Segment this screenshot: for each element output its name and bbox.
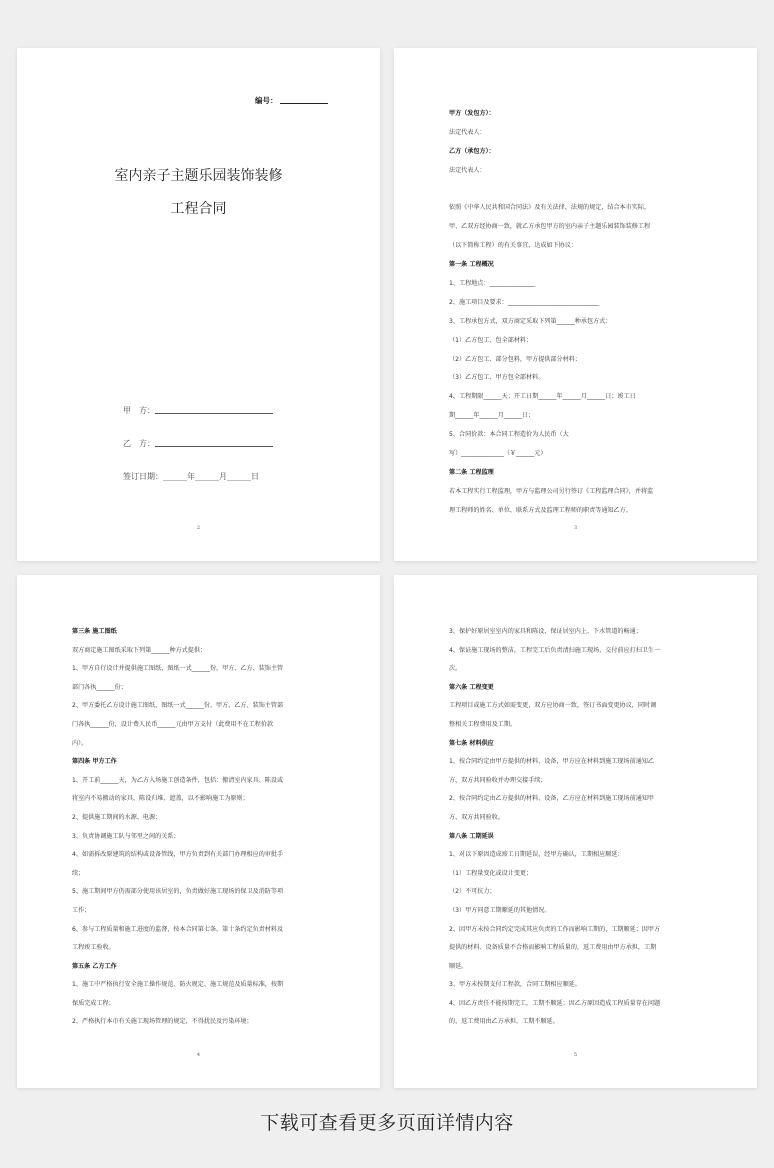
text-line: 1、开工前______天，为乙方入场施工创造条件，包括：搬清室内家具、陈设或 [72, 776, 284, 784]
text-line: 5、合同价款：本合同工程造价为人民币（大 [449, 431, 569, 439]
text-line: （1）工程量变化或设计变更； [449, 869, 533, 877]
section-heading: 第二条 工程监理 [449, 468, 494, 476]
text-line: 3、保护好原居室室内的家具和陈设，保证居室内上、下水管道的畅通； [449, 628, 642, 635]
page-3 [394, 48, 757, 561]
party-a-label: 甲 方： [123, 406, 155, 415]
text-line: 1、甲方自行设计并提供施工图纸，图纸一式______份，甲方、乙方、装饰主管 [72, 665, 284, 673]
section-heading: 第七条 材料供应 [449, 739, 494, 747]
text-line: 整相关工程费用及工期。 [449, 720, 517, 728]
contract-number-line [280, 96, 328, 104]
text-line: 内）。 [72, 739, 88, 747]
text-line: 顺延。 [449, 962, 468, 970]
text-line: 依照《中华人民共和国合同法》及有关法律、法规的规定，结合本市实际， [449, 204, 651, 212]
party-b-field [123, 438, 273, 449]
text-line: 期______年______月______日； [449, 412, 535, 420]
text-line: 理工程师的姓名、单位、联系方式及监理工程师的职责等通知乙方。 [449, 506, 632, 514]
contract-number [255, 95, 328, 106]
section-heading: 第一条 工程概况 [449, 261, 494, 269]
text-line: 2、甲方委托乙方设计施工图纸，图纸一式______份，甲方、乙方、装饰主管部 [72, 702, 284, 710]
section-heading: 第四条 甲方工作 [72, 758, 117, 766]
text-line: 方，双方共同验收并办理交接手续； [449, 776, 547, 784]
text-line: 双方商定施工图纸采取下列第______种方式提供： [72, 646, 207, 654]
text-line: 法定代表人： [449, 166, 486, 174]
text-line: 甲、乙双方经协商一致，就乙方承包甲方的室内亲子主题乐园装饰装修工程 [449, 223, 651, 231]
text-line: 6、参与工程质量和施工进度的监督，按本合同第七条、第十条约定负责材料及 [72, 925, 284, 933]
text-line: 方，双方共同验收。 [449, 813, 504, 821]
text-line: 2、施工项目及要求：______________________________ [449, 298, 600, 306]
section-heading: 乙方（承包方）： [449, 147, 495, 155]
text-line: （2）不可抗力； [449, 888, 496, 896]
page-cover [17, 48, 380, 561]
text-line: 1、施工中严格执行安全施工操作规范、防火规定、施工规范及质量标准，按期 [72, 981, 284, 989]
page-number: 5 [573, 1052, 578, 1058]
text-line: 2、提供施工期间的水源、电源； [72, 813, 162, 821]
cover-title-line2: 工程合同 [170, 201, 227, 217]
text-line: （2）乙方包工、部分包料，甲方提供部分材料； [449, 355, 581, 363]
page-number: 3 [573, 525, 578, 531]
text-line: （3）乙方包工、甲方包全部材料。 [449, 374, 545, 382]
text-line: 次。 [449, 665, 462, 673]
text-line: 3、甲方未按期支付工程款，合同工期相应顺延。 [449, 981, 581, 989]
page-number: 4 [196, 1052, 201, 1058]
page-4-body [72, 623, 328, 1032]
text-line: 1、对以下原因造成竣工日期延误，经甲方确认，工期相应顺延： [449, 851, 624, 859]
text-line: 的，返工费用由乙方承担，工期不顺延。 [449, 1018, 559, 1026]
text-line: 4、如需拆改原建筑的结构或设备管线，甲方负责到有关部门办理相应的审批手 [72, 851, 284, 859]
party-a-field [123, 405, 273, 416]
text-line: （1）乙方包工、包全部材料； [449, 336, 533, 344]
text-line: （3）甲方同意工期顺延的其他情况。 [449, 906, 551, 914]
section-heading: 甲方（发包方）： [449, 110, 495, 117]
sign-date: 签订日期：______年______月______日 [123, 472, 259, 481]
text-line: 2、因甲方未按合同约定完成其应负责的工作而影响工期的，工期顺延；因甲方 [449, 925, 661, 933]
text-line: 提供的材料、设备质量不合格而影响工程质量的，返工费用由甲方承担，工期 [449, 944, 657, 952]
download-caption: 下载可查看更多页面详情内容 [260, 1112, 514, 1134]
text-line: 法定代表人： [449, 128, 486, 136]
section-heading: 第三条 施工图纸 [72, 628, 117, 635]
section-heading: 第六条 工程变更 [449, 683, 494, 691]
text-line: 保质完成工程； [72, 999, 115, 1007]
text-line: 工作； [72, 906, 91, 914]
text-line: 3、工程承包方式，双方商定采取下列第______种承包方式： [449, 317, 612, 325]
text-line: （以下简称工程）的有关事宜，达成如下协议： [449, 242, 577, 250]
text-line: 将室内不易搬动的家具、陈设归堆、遮盖，以不影响施工为原则； [72, 795, 249, 803]
text-line: 1、按合同约定由甲方提供的材料、设备，甲方应在材料到施工现场前通知乙 [449, 758, 654, 766]
section-heading: 第八条 工期延误 [449, 832, 494, 840]
text-line: 工程竣工验收。 [72, 944, 115, 952]
party-a-line [155, 405, 273, 414]
text-line: 2、严格执行本市有关施工现场管理的规定，不得扰民及污染环境； [72, 1018, 253, 1026]
page-number: 2 [196, 525, 201, 531]
party-b-line [155, 438, 273, 447]
text-line: 2、按合同约定由乙方提供的材料、设备，乙方应在材料到施工现场前通知甲 [449, 795, 654, 803]
contract-number-label: 编号： [255, 96, 278, 105]
page-5 [394, 575, 757, 1088]
text-line: 门各执______份，设计费人民币______元由甲方支付（此费用不在工程价款 [72, 720, 274, 728]
page-4 [17, 575, 380, 1088]
section-heading: 第五条 乙方工作 [72, 962, 117, 970]
text-line [449, 181, 705, 200]
text-line: 4、保证施工现场的整洁，工程完工后负责清扫施工现场，交付前应打扫卫生一 [449, 646, 661, 654]
page-3-body [449, 105, 705, 521]
text-line: 1、工程地点：_______________ [449, 280, 536, 288]
text-line: 工程项目或施工方式如需变更，双方应协商一致，签订书面变更协议，同时调 [449, 702, 657, 710]
page-5-body [449, 623, 705, 1032]
text-line: 4、工程期限______天；开工日期______年______月______日；竣工日 [449, 393, 636, 401]
text-line: 3、负责协调施工队与邻里之间的关系； [72, 832, 180, 840]
text-line: 部门各执______份； [72, 683, 127, 691]
party-b-label: 乙 方： [123, 439, 155, 448]
text-line: 写）______________（￥______元） [449, 450, 547, 458]
cover-title-line1: 室内亲子主题乐园装饰装修 [114, 168, 283, 184]
text-line: 4、因乙方责任不能按期完工，工期不顺延；因乙方原因造成工程质量存在问题 [449, 999, 661, 1007]
text-line: 5、施工期间甲方仍需部分使用该居室的，负责做好施工现场的保卫及消防等项 [72, 888, 284, 896]
text-line: 续； [72, 869, 85, 877]
text-line: 若本工程实行工程监理，甲方与监理公司另行签订《工程监理合同》，并将监 [449, 487, 654, 495]
